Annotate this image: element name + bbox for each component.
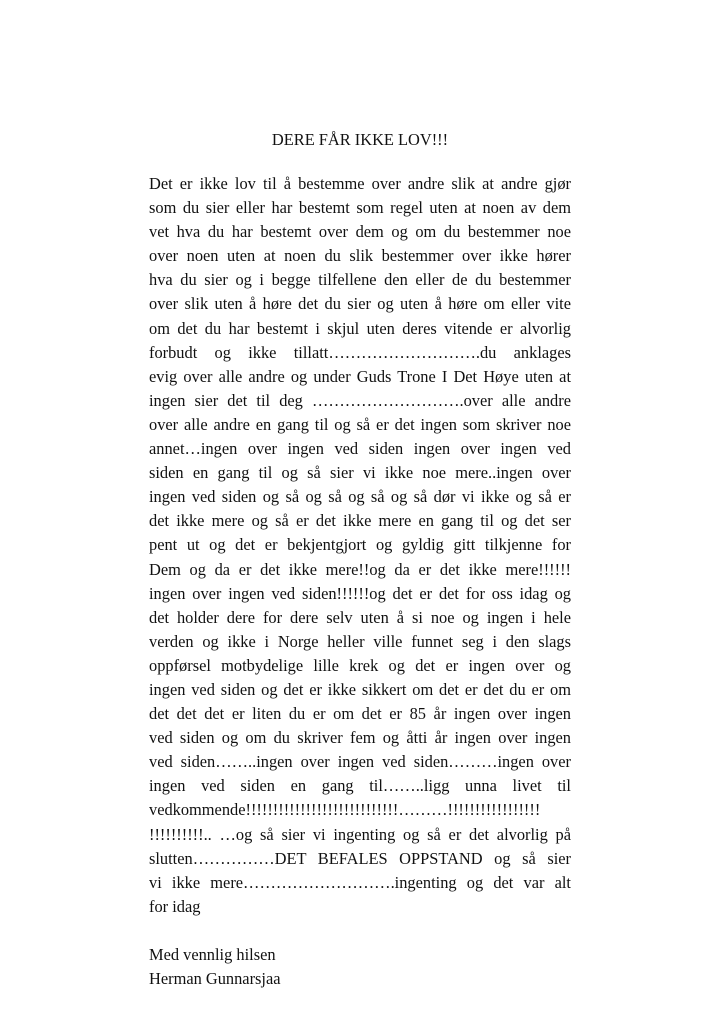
- signature-name: Herman Gunnarsjaa: [149, 969, 281, 989]
- body-text-line: over noen uten at noen du slik bestemmer over ikke hører: [149, 246, 571, 266]
- body-text-line: over alle andre en gang til og så er det ingen som skriver noe: [149, 414, 571, 434]
- body-text-line: ingen ved siden og det er ikke sikkert om det er det du er om: [149, 679, 571, 699]
- body-text-line: om det du har bestemt i skjul uten deres vitende er alvorlig: [149, 318, 571, 338]
- body-text-line: annet…ingen over ingen ved siden ingen over ingen ved: [149, 439, 571, 459]
- paragraph-gap: [149, 919, 571, 943]
- body-text-line: forbudt og ikke tillatt……………………….du anklages: [149, 342, 571, 362]
- body-text-line: Dem og da er det ikke mere!!og da er det ikke mere!!!!!!: [149, 559, 571, 579]
- body-text-line: det det det er liten du er om det er 85 år ingen over ingen: [149, 704, 571, 724]
- body-text-line: ingen over ingen ved siden!!!!!!og det er det for oss idag og: [149, 583, 571, 603]
- body-text-line: ingen sier det til deg ……………………….over alle andre: [149, 390, 571, 410]
- body-text-line: ingen ved siden en gang til……..ligg unna livet til: [149, 776, 571, 796]
- body-text-line: slutten……………DET BEFALES OPPSTAND og så sier: [149, 848, 571, 868]
- body-text-line: !!!!!!!!!!.. …og så sier vi ingenting og så er det alvorlig på: [149, 824, 571, 844]
- document-page: [149, 128, 571, 991]
- document-title: DERE FÅR IKKE LOV!!!: [271, 130, 449, 149]
- body-text-line: Det er ikke lov til å bestemme over andre slik at andre gjør: [149, 174, 571, 193]
- body-text-line: over slik uten å høre det du sier og uten å høre om eller vite: [149, 294, 571, 314]
- body-text-line: det ikke mere og så er det ikke mere en gang til og det ser: [149, 511, 571, 531]
- body-text-line: for idag: [149, 896, 201, 916]
- body-text-line: ved siden……..ingen over ingen ved siden………ingen over: [149, 752, 571, 772]
- document-body: [149, 172, 571, 919]
- body-text-line: ved siden og om du skriver fem og åtti år ingen over ingen: [149, 728, 571, 748]
- body-text-line: siden en gang til og så sier vi ikke noe mere..ingen over: [149, 463, 571, 483]
- body-text-line: hva du sier og i begge tilfellene den eller de du bestemmer: [149, 270, 571, 290]
- body-text-line: som du sier eller har bestemt som regel uten at noen av dem: [149, 198, 571, 218]
- body-text-line: ingen ved siden og så og så og så og så dør vi ikke og så er: [149, 487, 571, 507]
- closing-text: Med vennlig hilsen: [149, 945, 276, 964]
- body-text-line: det holder dere for dere selv uten å si noe og ingen i hele: [149, 607, 571, 627]
- body-text-line: oppførsel motbydelige lille krek og det er ingen over og: [149, 655, 571, 675]
- body-text-line: evig over alle andre og under Guds Trone I Det Høye uten at: [149, 366, 571, 386]
- body-text-line: vi ikke mere……………………….ingenting og det var alt: [149, 872, 571, 892]
- body-text-line: vedkommende!!!!!!!!!!!!!!!!!!!!!!!!!!!!………!!!!!!!!!!!!!!!!!: [149, 800, 541, 820]
- body-text-line: pent ut og det er bekjentgjort og gyldig gitt tilkjenne for: [149, 535, 571, 555]
- body-text-line: vet hva du har bestemt over dem og om du bestemmer noe: [149, 222, 571, 242]
- body-text-line: verden og ikke i Norge heller ville funnet seg i den slags: [149, 631, 571, 651]
